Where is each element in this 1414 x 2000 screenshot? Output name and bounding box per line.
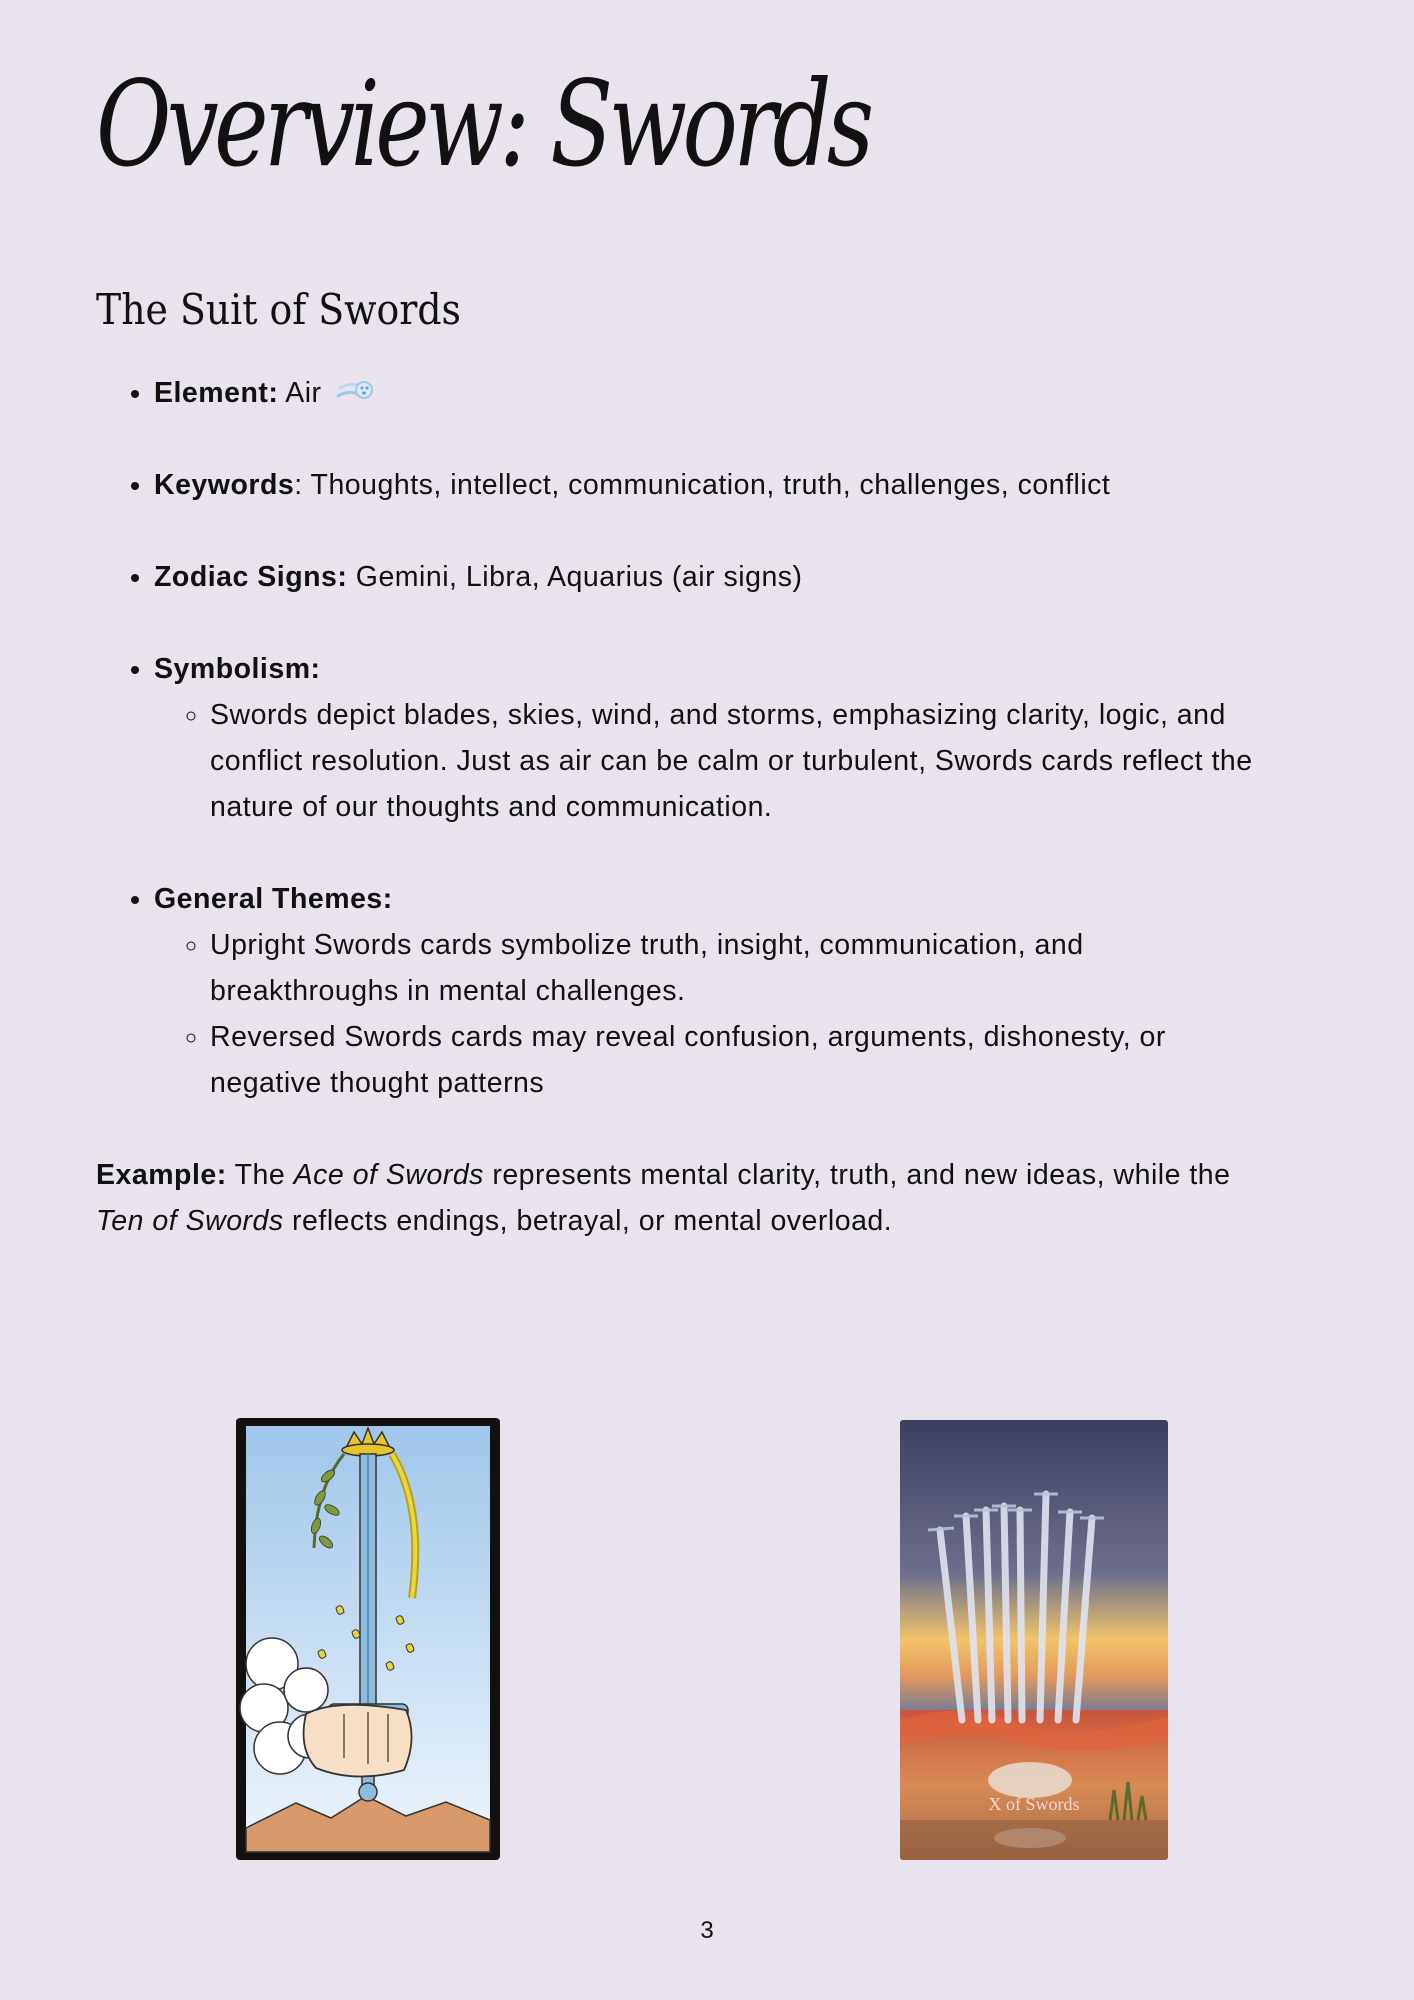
list-item-symbolism (154, 646, 1256, 830)
element-label: Element: (154, 377, 279, 409)
themes-label: General Themes: (154, 883, 393, 915)
themes-item-reversed: ◦ Reversed Swords cards may reveal confusion, arguments, dishonesty, or negative thought patterns (210, 1014, 1256, 1106)
example-paragraph (96, 1152, 1256, 1244)
zodiac-label: Zodiac Signs: (154, 561, 348, 593)
list-item-themes (154, 876, 1256, 1106)
keywords-label: Keywords (154, 469, 295, 501)
themes-sublist (154, 922, 1256, 1106)
themes-item-upright: ◦ Upright Swords cards symbolize truth, insight, communication, and breakthroughs in mental challenges. (210, 922, 1256, 1014)
symbolism-label: Symbolism: (154, 653, 321, 685)
section-heading: The Suit of Swords (96, 285, 461, 334)
page-number: 3 (700, 1917, 714, 1944)
element-value: Air (278, 377, 322, 409)
page-title: Overview: Swords (96, 55, 870, 193)
example-card-ten: Ten of Swords (96, 1205, 284, 1237)
symbolism-item: ◦ Swords depict blades, skies, wind, and storms, emphasizing clarity, logic, and conflict resolution. Just as air can be calm or turbulent, Swords cards reflect the nature of our thoughts and communication. (210, 692, 1256, 830)
example-text-1: The (226, 1159, 294, 1191)
example-text-2: represents mental clarity, truth, and new ideas, while the (483, 1159, 1231, 1191)
keywords-value: : Thoughts, intellect, communication, truth, challenges, conflict (294, 469, 1111, 501)
suit-attributes-list (96, 370, 1256, 1106)
example-card-ace: Ace of Swords (293, 1159, 484, 1191)
wind-face-emoji-icon (334, 374, 374, 406)
ten-of-swords-caption: X of Swords (988, 1794, 1080, 1814)
example-text-3: reflects endings, betrayal, or mental overload. (283, 1205, 893, 1237)
example-label: Example: (96, 1159, 227, 1191)
symbolism-sublist (154, 692, 1256, 830)
ten-of-swords-card-image (900, 1420, 1168, 1860)
zodiac-value: Gemini, Libra, Aquarius (air signs) (347, 561, 803, 593)
list-item-zodiac (154, 554, 1256, 600)
list-item-element (154, 370, 1256, 416)
list-item-keywords (154, 462, 1256, 508)
ace-of-swords-card-image (236, 1418, 500, 1860)
content-body (96, 370, 1256, 1244)
